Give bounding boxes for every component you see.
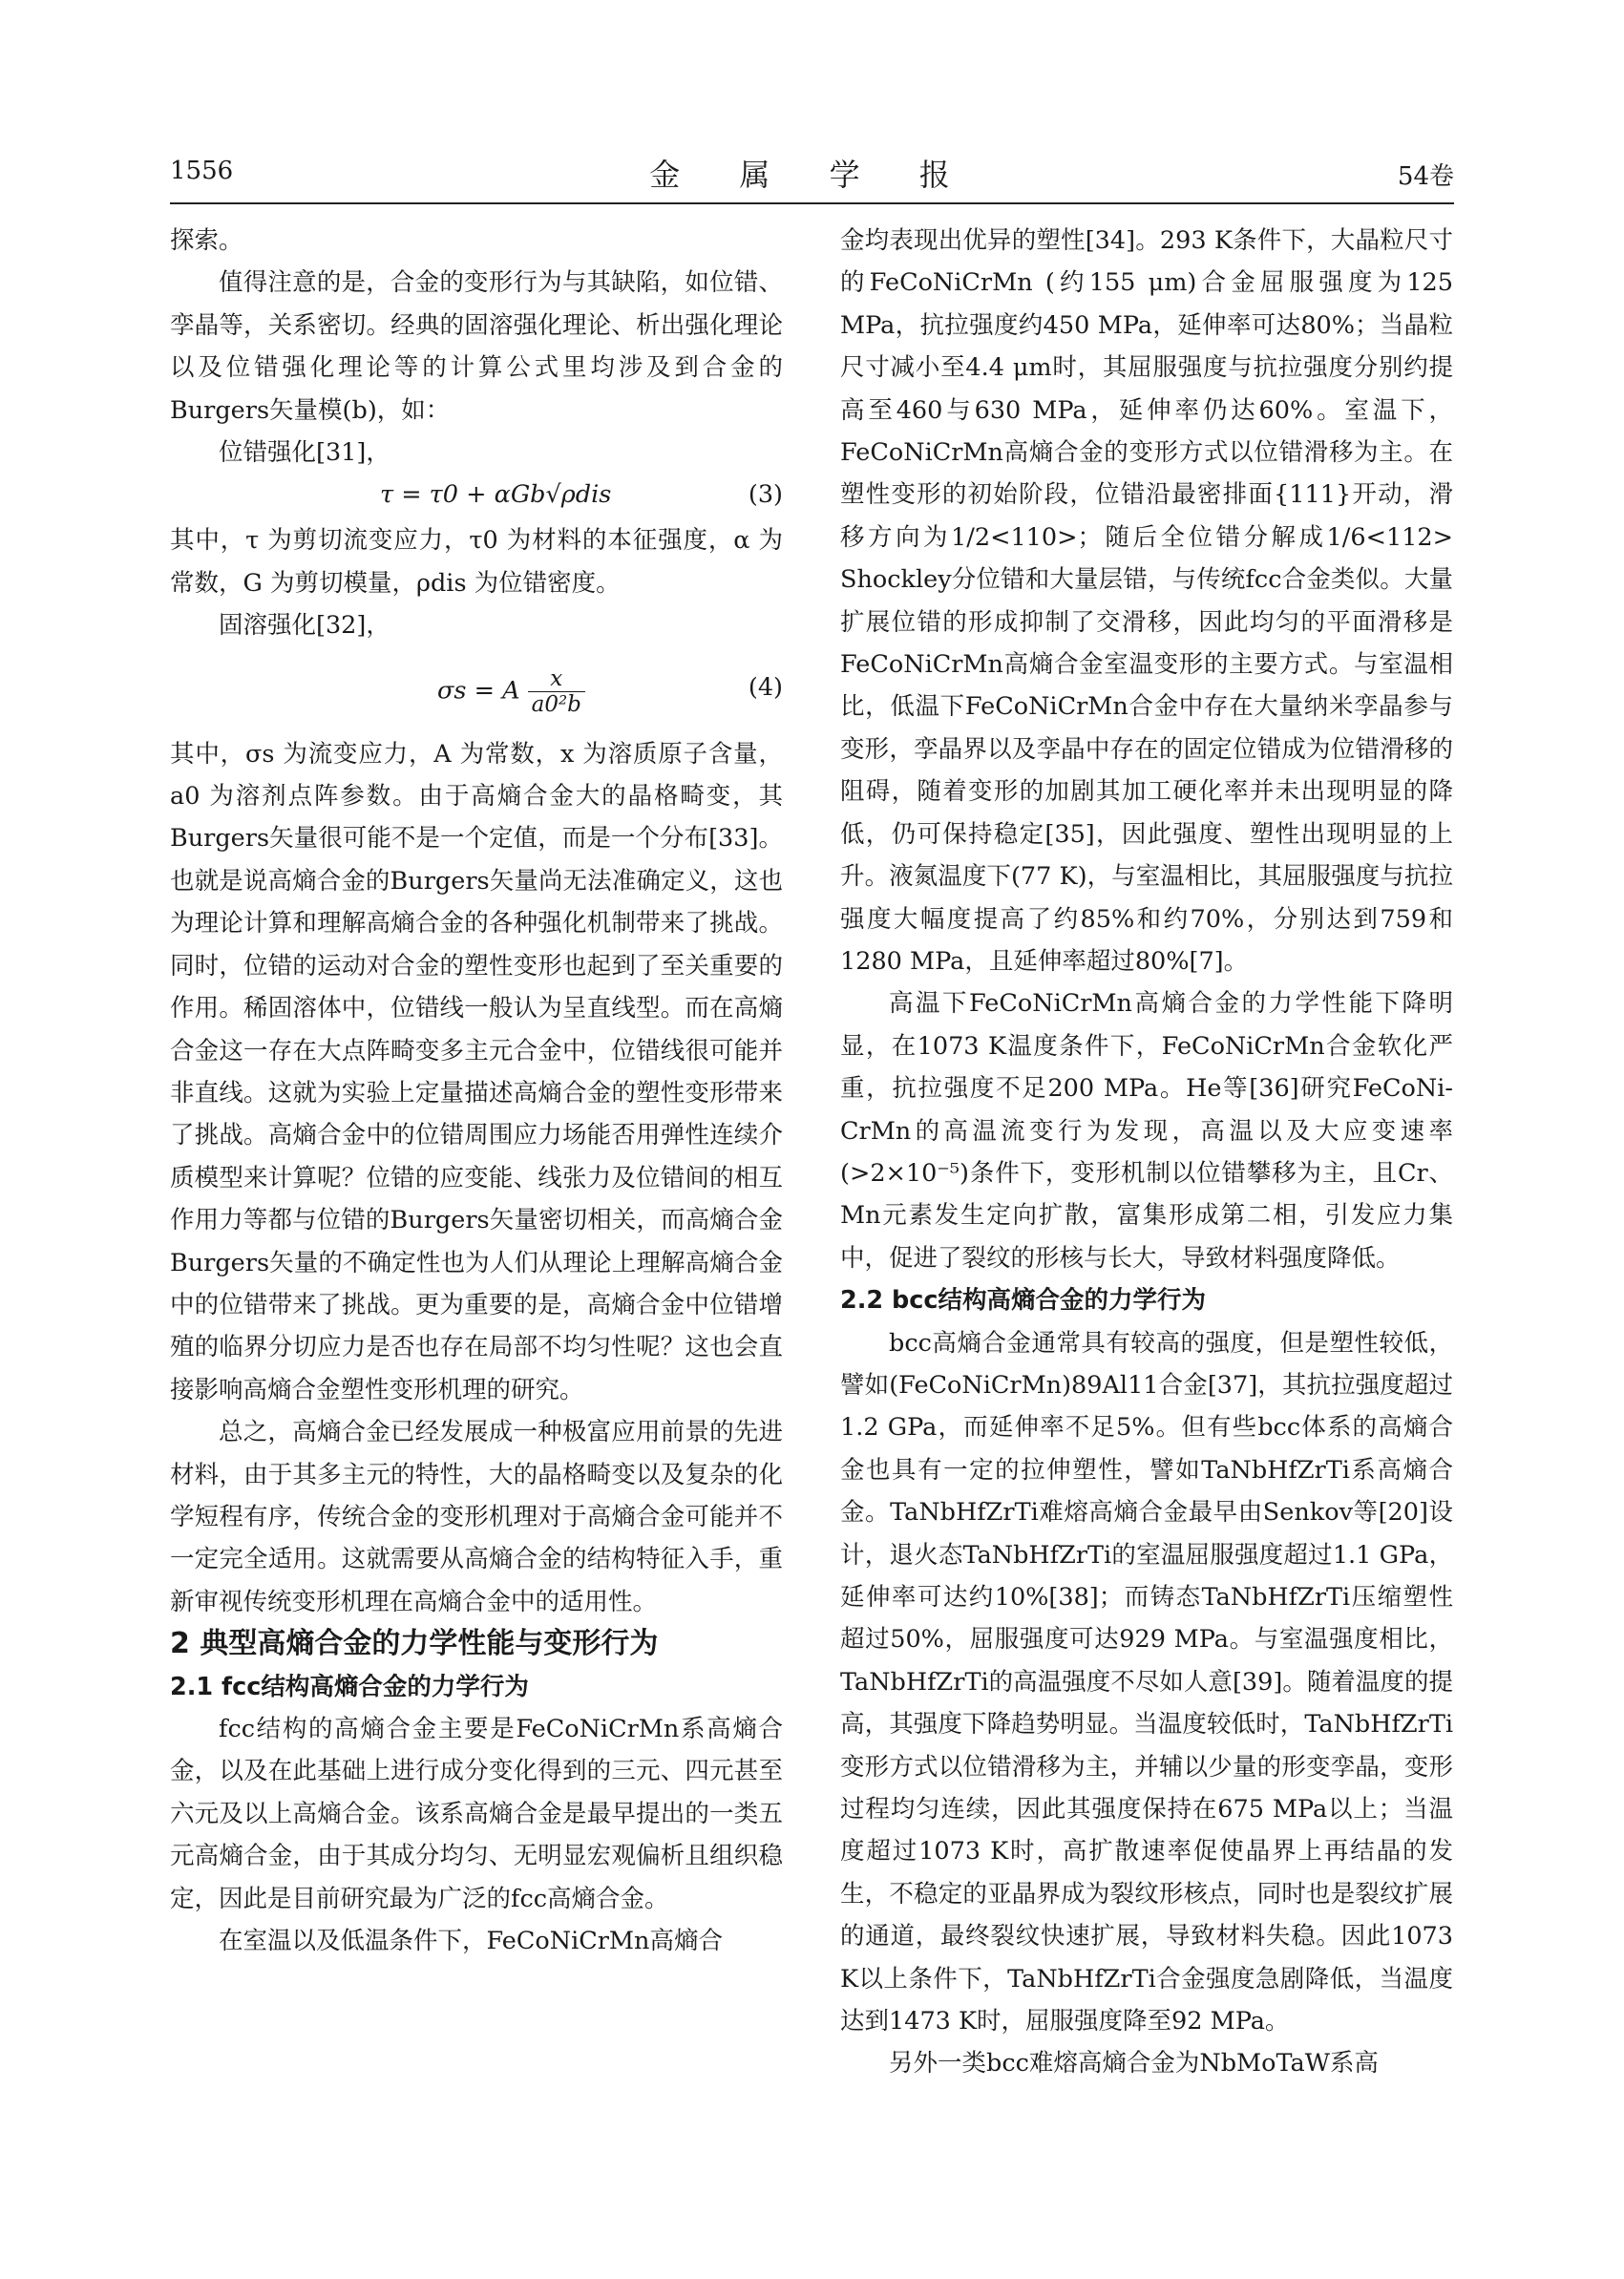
running-header bbox=[170, 155, 1454, 197]
equation-formula bbox=[437, 666, 585, 717]
equation-4 bbox=[170, 647, 783, 733]
equation-number: (4) bbox=[748, 672, 783, 702]
paragraph: 探索。 bbox=[170, 226, 243, 255]
section-heading: 2 典型高熵合金的力学性能与变形行为 bbox=[170, 1627, 659, 1661]
fraction-numerator: x bbox=[528, 666, 585, 692]
fraction-denominator: a0²b bbox=[531, 691, 581, 717]
fraction bbox=[528, 666, 585, 717]
paragraph: 其中，τ 为剪切流变应力，τ0 为材料的本征强度，α 为常数，G 为剪切模量，ρdis 为位错密度。 bbox=[170, 526, 783, 598]
equation-label: 固溶强化[32]， bbox=[219, 611, 390, 641]
paragraph: 另外一类bcc难熔高熵合金为NbMoTaW系高 bbox=[889, 2049, 1379, 2079]
subsection-heading: 2.1 fcc结构高熵合金的力学行为 bbox=[170, 1672, 529, 1701]
paragraph: fcc结构的高熵合金主要是FeCoNiCrMn系高熵合金，以及在此基础上进行成分变化得到的三元、四元甚至六元及以上高熵合金。该系高熵合金是最早提出的一类五元高熵合金，由于其成分均匀、无明显宏观偏析且组织稳定，因此是目前研究最为广泛的fcc高熵合金。 bbox=[170, 1715, 783, 1913]
paragraph: bcc高熵合金通常具有较高的强度，但是塑性较低，譬如(FeCoNiCrMn)89Al11合金[37]，其抗拉强度超过1.2 GPa，而延伸率不足5%。但有些bcc体系的高熵合金也具有一定的拉伸塑性，譬如TaNbHfZrTi系高熵合金。TaNbHfZrTi难熔高熵合金最早由Senkov等[20]设计，退火态TaNbHfZrTi的室温屈服强度超过1.1 GPa，延伸率可达约10%[38]；而铸态TaNbHfZrTi压缩塑性超过50%，屈服强度可达929 MPa。与室温强度相比，TaNbHfZrTi的高温强度不尽如人意[39]。随着温度的提高，其强度下降趋势明显。当温度较低时，TaNbHfZrTi变形方式以位错滑移为主，并辅以少量的形变孪晶，变形过程均匀连续，因此其强度保持在675 MPa以上；当温度超过1073 K时，高扩散速率促使晶界上再结晶的发生，不稳定的亚晶界成为裂纹形核点，同时也是裂纹扩展的通道，最终裂纹快速扩展，导致材料失稳。因此1073 K以上条件下，TaNbHfZrTi合金强度急剧降低，当温度达到1473 K时，屈服强度降至92 MPa。 bbox=[840, 1328, 1453, 2036]
journal-title: 金 属 学 报 bbox=[649, 157, 975, 193]
paragraph: 值得注意的是，合金的变形行为与其缺陷，如位错、孪晶等，关系密切。经典的固溶强化理论、析出强化理论以及位错强化理论等的计算公式里均涉及到合金的Burgers矢量模(b)，如： bbox=[170, 268, 783, 425]
equation-3 bbox=[170, 474, 783, 519]
left-column bbox=[170, 220, 783, 1962]
equation-formula: τ = τ0 + αGb√ρdis bbox=[380, 480, 612, 510]
header-rule bbox=[170, 202, 1454, 204]
paragraph: 在室温以及低温条件下，FeCoNiCrMn高熵合 bbox=[219, 1927, 723, 1956]
page-number: 1556 bbox=[170, 157, 234, 185]
paragraph: 高温下FeCoNiCrMn高熵合金的力学性能下降明显，在1073 K温度条件下，FeCoNiCrMn合金软化严重，抗拉强度不足200 MPa。He等[36]研究FeCoNi-CrMn的高温流变行为发现，高温以及大应变速率(>2×10⁻⁵)条件下，变形机制以位错攀移为主，且Cr、Mn元素发生定向扩散，富集形成第二相，引发应力集中，促进了裂纹的形核与长大，导致材料强度降低。 bbox=[840, 989, 1453, 1273]
paragraph: 金均表现出优异的塑性[34]。293 K条件下，大晶粒尺寸的FeCoNiCrMn (约155 μm)合金屈服强度为125 MPa，抗拉强度约450 MPa，延伸率可达80%；当晶粒尺寸减小至4.4 μm时，其屈服强度与抗拉强度分别约提高至460与630 MPa，延伸率仍达60%。室温下，FeCoNiCrMn高熵合金的变形方式以位错滑移为主。在塑性变形的初始阶段，位错沿最密排面{111}开动，滑移方向为1/2<110>；随后全位错分解成1/6<112> Shockley分位错和大量层错，与传统fcc合金类似。大量扩展位错的形成抑制了交滑移，因此均匀的平面滑移是FeCoNiCrMn高熵合金室温变形的主要方式。与室温相比，低温下FeCoNiCrMn合金中存在大量纳米孪晶参与变形，孪晶界以及孪晶中存在的固定位错成为位错滑移的阻碍，随着变形的加剧其加工硬化率并未出现明显的降低，仍可保持稳定[35]，因此强度、塑性出现明显的上升。液氮温度下(77 K)，与室温相比，其屈服强度与抗拉强度大幅度提高了约85%和约70%，分别达到759和1280 MPa，且延伸率超过80%[7]。 bbox=[840, 226, 1453, 976]
volume-label: 54卷 bbox=[1397, 162, 1454, 191]
equation-label: 位错强化[31]， bbox=[219, 438, 390, 468]
equation-number: (3) bbox=[748, 480, 783, 510]
paragraph: 其中，σs 为流变应力，A 为常数，x 为溶质原子含量，a0 为溶剂点阵参数。由于高熵合金大的晶格畸变，其Burgers矢量很可能不是一个定值，而是一个分布[33]。也就是说高熵合金的Burgers矢量尚无法准确定义，这也为理论计算和理解高熵合金的各种强化机制带来了挑战。同时，位错的运动对合金的塑性变形也起到了至关重要的作用。稀固溶体中，位错线一般认为呈直线型。而在高熵合金这一存在大点阵畸变多主元合金中，位错线很可能并非直线。这就为实验上定量描述高熵合金的塑性变形带来了挑战。高熵合金中的位错周围应力场能否用弹性连续介质模型来计算呢？位错的应变能、线张力及位错间的相互作用力等都与位错的Burgers矢量密切相关，而高熵合金Burgers矢量的不确定性也为人们从理论上理解高熵合金中的位错带来了挑战。更为重要的是，高熵合金中位错增殖的临界分切应力是否也存在局部不均匀性呢？这也会直接影响高熵合金塑性变形机理的研究。 bbox=[170, 739, 783, 1404]
subsection-heading: 2.2 bcc结构高熵合金的力学行为 bbox=[840, 1286, 1207, 1316]
right-column bbox=[840, 220, 1453, 2085]
paragraph: 总之，高熵合金已经发展成一种极富应用前景的先进材料，由于其多主元的特性，大的晶格畸变以及复杂的化学短程有序，传统合金的变形机理对于高熵合金可能并不一定完全适用。这就需要从高熵合金的结构特征入手，重新审视传统变形机理在高熵合金中的适用性。 bbox=[170, 1418, 783, 1616]
equation-lhs: σs = A bbox=[437, 676, 520, 706]
